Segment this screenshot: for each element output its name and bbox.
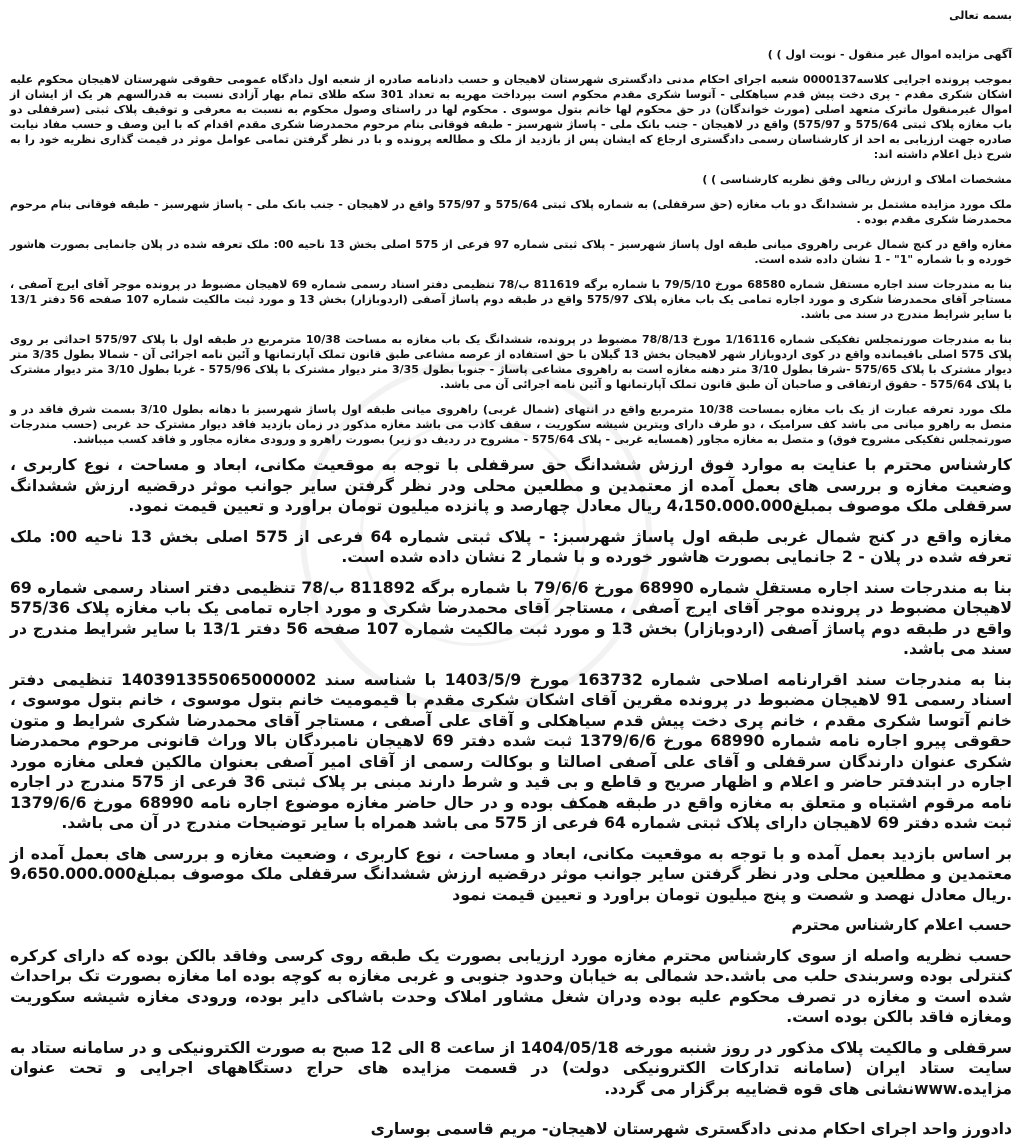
signature: دادورز واحد اجرای احکام مدنی دادگستری شهرستان لاهیجان- مریم قاسمی بوساری	[370, 1120, 1012, 1138]
auction-info: سرقفلی و مالکیت پلاک مذکور در روز شنبه مورخه 1404/05/18 از ساعت 8 الی 12 صبح به صورت الکترونیکی و در سامانه ستاد به سایت ستاد ایران (سامانه تدارکات الکترونیکی دولت) در قسمت مزایده های حراج دستگاههای اجرایی و تحت عنوان مزایده.wwwنشانی های قوه قضاییه برگزار می گردد.	[10, 1038, 1013, 1098]
shop2-settlement: بنا به مندرجات سند اقرارنامه اصلاحی شماره 163732 مورخ 1403/5/9 با شناسه سند 140391355065000002 تنظیمی دفتر اسناد رسمی 91 لاهیجان مضبوط در پرونده مقرین آقای اشکان شکری مقدم با قیمومیت خانم بتول موسوی ، خانم بتول موسوی ، خانم آتوسا شکری مقدم ، خانم پری دخت پیش قدم سیاهکلی و آقای علی آصفی ، مستاجر آقای محمدرضا شکری شرایط و متون حقوقی پیرو اجاره نامه شماره 68990 مورخ 1379/6/6 ثبت شده دفتر 69 لاهیجان نامبردگان بالا وراث قانونی مرحوم محمدرضا شکری عنوان دارندگان سرقفلی و آقای علی آصفی اصالتا و بوکالت رسمی از آقای امیر آصفی بعنوان مالکین فعلی مغازه مورد اجاره در ابتدفتر حاضر و اعلام و اظهار صریح و قاطع و بی قید و شرط دارند مبنی بر پلاک ثبتی 36 فرعی از 575 مندرج در اجاره نامه مرقوم اشتباه و متعلق به مغازه واقع در طبقه همکف بوده و در حال حاضر مغازه موضوع اجاره نامه 68990 مورخ 1379/6/6 ثبت شده دفتر 69 لاهیجان دارای پلاک ثبتی شماره 64 فرعی از 575 می باشد همراه با سایر توضیحات مندرج در آن می باشد.	[10, 670, 1012, 832]
shop2-location: مغازه واقع در کنج شمال غربی طبقه اول پاساژ شهرسبز: - پلاک ثبتی شماره 64 فرعی از 575 اصلی بخش 13 ناحیه 00: ملک تعرفه شده در پلان - 2 جانمایی بصورت هاشور خورده و با شمار 2 نشان داده شده است.	[10, 527, 1012, 566]
intro-paragraph: بموجب پرونده اجرایی کلاسه0000137 شعبه اجرای احکام مدنی دادگستری شهرستان لاهیجان و حسب دادنامه صادره از شعبه اول دادگاه عمومی حقوقی شهرستان لاهیجان محکوم علیه اشکان شکری مقدم - پری دخت پیش قدم سیاهکلی - آتوسا شکری مقدم محکوم است بپرداخت مهریه به تعداد 301 سکه طلای تمام بهار آزادی نسبت به قدرالسهم هر یک از ایشان از اموال غیرمنقول ماترک متعهد اصلی (مورث خواندگان) در حق محکوم لها خانم بتول موسوی . محکوم لها در راستای وصول محکوم به نسبت به معرفی و توقیف پلاک ثبتی (سرقفلی دو باب مغازه پلاک ثبتی 575/64 و 575/97) واقع در لاهیجان - جنب بانک ملی - پاساژ شهرسبز - طبقه فوقانی بنام مرحوم محمدرضا شکری مقدم اقدام که با این وصف و حسب مفاد نیابت صادره جهت ارزیابی به احد از کارشناسان رسمی دادگستری ارجاع که ایشان پس از بازدید از ملک و مطالعه پرونده و با در نظر گرفتن تمامی عوامل موثر در قیمت گذاری نظریه خود را به شرح ذیل اعلام داشته اند:	[10, 73, 1012, 161]
property-description: ملک مورد مزایده مشتمل بر ششدانگ دو باب مغازه (حق سرقفلی) به شماره پلاک ثبتی 575/64 و 575/97 واقع در لاهیجان - جنب بانک ملی - پاساژ شهرسبز - طبقه فوقانی بنام مرحوم محمدرضا شکری مقدم بوده .	[10, 198, 1012, 226]
spec-heading: مشخصات املاک و ارزش ریالی وفق نظریه کارشناسی ) )	[702, 173, 1012, 186]
notice-title: آگهی مزایده اموال غیر منقول - نوبت اول ) )	[767, 48, 1012, 61]
expert-note: حسب نظریه واصله از سوی کارشناس محترم مغازه مورد ارزیابی بصورت یک طبقه روی کرسی وفاقد بالکن بوده که دارای کرکره کنترلی بوده وسربندی حلب می باشد.حد شمالی به خیابان وحدود جنوبی و غربی مغازه به کوچه بوده اما مغازه بصورت تک براحداث شده است و مغازه در تصرف محکوم علیه بوده ودران شغل مشاور املاک وحدت باشاکی دایر بوده، ورودی مغازه شیشه سکوریت ومغازه فاقد بالکن بوده است.	[10, 946, 1012, 1026]
shop1-location: مغازه واقع در کنج شمال غربی راهروی میانی طبقه اول پاساژ شهرسبز - پلاک ثبتی شماره 97 فرعی از 575 اصلی بخش 13 ناحیه 00: ملک تعرفه شده در پلان جانمایی بصورت هاشور خورده و با شماره "1" - 1 نشان داده شده است.	[10, 238, 1013, 266]
shop2-lease: بنا به مندرجات سند اجاره مستقل شماره 68990 مورخ 79/6/6 با شماره برگه 811892 ب/78 تنظیمی دفتر اسناد رسمی شماره 69 لاهیجان مضبوط در پرونده موجر آقای ایرج آصفی ، مستاجر آقای محمدرضا شکری و مورد اجاره تمامی یک باب مغازه پلاک 575/36 واقع در طبقه دوم پاساژ آصفی (اردوبازار) بخش 13 و مورد ثبت مالکیت شماره 107 صفحه 56 دفتر 13/1 با سایر شرایط مندرج در سند می باشد.	[10, 578, 1012, 658]
shop1-features: ملک مورد تعرفه عبارت از یک باب مغازه بمساحت 10/38 مترمربع واقع در انتهای (شمال غربی) راهروی میانی طبقه اول پاساژ شهرسبز با دهانه بطول 3/10 بسمت شرق فاقد در و متصل به راهرو میانی می باشد کف سرامیک ، دو طرف دارای ویترین شیشه سکوریت ، سقف کاذب می باشد مغازه مذکور در زمان بازدید فاقد دیوار مشترک حد غربی (حسب مندرجات صورتمجلس تفکیکی مشروح فوق) و متصل به مغازه مجاور (همسایه غربی - پلاک 575/64 - مشروح در ردیف دو زیر) بصورت راهرو و ورودی مغازه مجاور و فاقد کسب میباشد.	[10, 403, 1012, 446]
valuation-2: بر اساس بازدید بعمل آمده و با توجه به موقعیت مکانی، ابعاد و مساحت ، نوع کاربری ، وضعیت مغازه و بررسی های بعمل آمده از معتمدین و مطلعین محلی ودر نظر گرفتن سایر جوانب موثر درقضیه ارزش ششدانگ سرقفلی ملک موصوف بمبلغ9،650.000.000 .ریال معادل نهصد و شصت و پنج میلیون تومان براورد و تعیین قیمت نمود	[10, 844, 1012, 904]
header-text: بسمه تعالی	[949, 9, 1012, 22]
shop1-lease: بنا به مندرجات سند اجاره مستقل شماره 68580 مورخ 79/5/10 با شماره برگه 811619 ب/78 تنظیمی دفتر اسناد رسمی شماره 69 لاهیجان مضبوط در پرونده موجر آقای ایرج آصفی ، مستاجر آقای محمدرضا شکری و مورد اجاره تمامی یک باب مغازه پلاک 575/97 واقع در طبقه دوم پاساژ آصفی (اردوبازار) بخش 13 و مورد ثبت مالکیت شماره 107 صفحه 56 دفتر 13/1 با سایر شرایط مندرج در سند می باشد.	[10, 278, 1012, 321]
valuation-1: کارشناس محترم با عنایت به موارد فوق ارزش ششدانگ حق سرقفلی با توجه به موقعیت مکانی، ابعاد و مساحت ، نوع کاربری ، وضعیت مغازه و بررسی های بعمل آمده از معتمدین و مطلعین محلی ودر نظر گرفتن سایر جوانب موثر درقضیه ارزش ششدانگ سرقفلی ملک موصوف بمبلغ4،150.000.000 ریال معادل چهارصد و پانزده میلیون تومان براورد و تعیین قیمت نمود.	[10, 456, 1012, 515]
shop1-minutes: بنا به مندرجات صورتمجلس تفکیکی شماره 1/16116 مورخ 78/8/13 مضبوط در پرونده، ششدانگ یک باب مغازه به مساحت 10/38 مترمربع در طبقه اول با پلاک 575/97 احداثی بر روی پلاک 575 اصلی باقیمانده واقع در کوی اردوبازار شهر لاهیجان بخش 13 گیلان با حق استفاده از عرصه مشاعی طبق قانون تملک آپارتمانها و آئین نامه اجرائی آن - شمالا بطول 3/35 متر دیوار مشترک با پلاک 575/65 -شرقا بطول 3/10 متر دهنه مغازه است به راهروی مشاعی پاساژ - جنوبا بطول 3/35 متر دیوار مشترک با پلاک 575/96 - غربا بطول 3/10 متر دیوار مشترک با پلاک 575/64 - حقوق ارتفاقی و صاحبان آن طبق قانون تملک آپارتمانها و آئین نامه اجرائی آن می باشد.	[10, 333, 1013, 391]
expert-heading: حسب اعلام کارشناس محترم	[791, 916, 1012, 934]
